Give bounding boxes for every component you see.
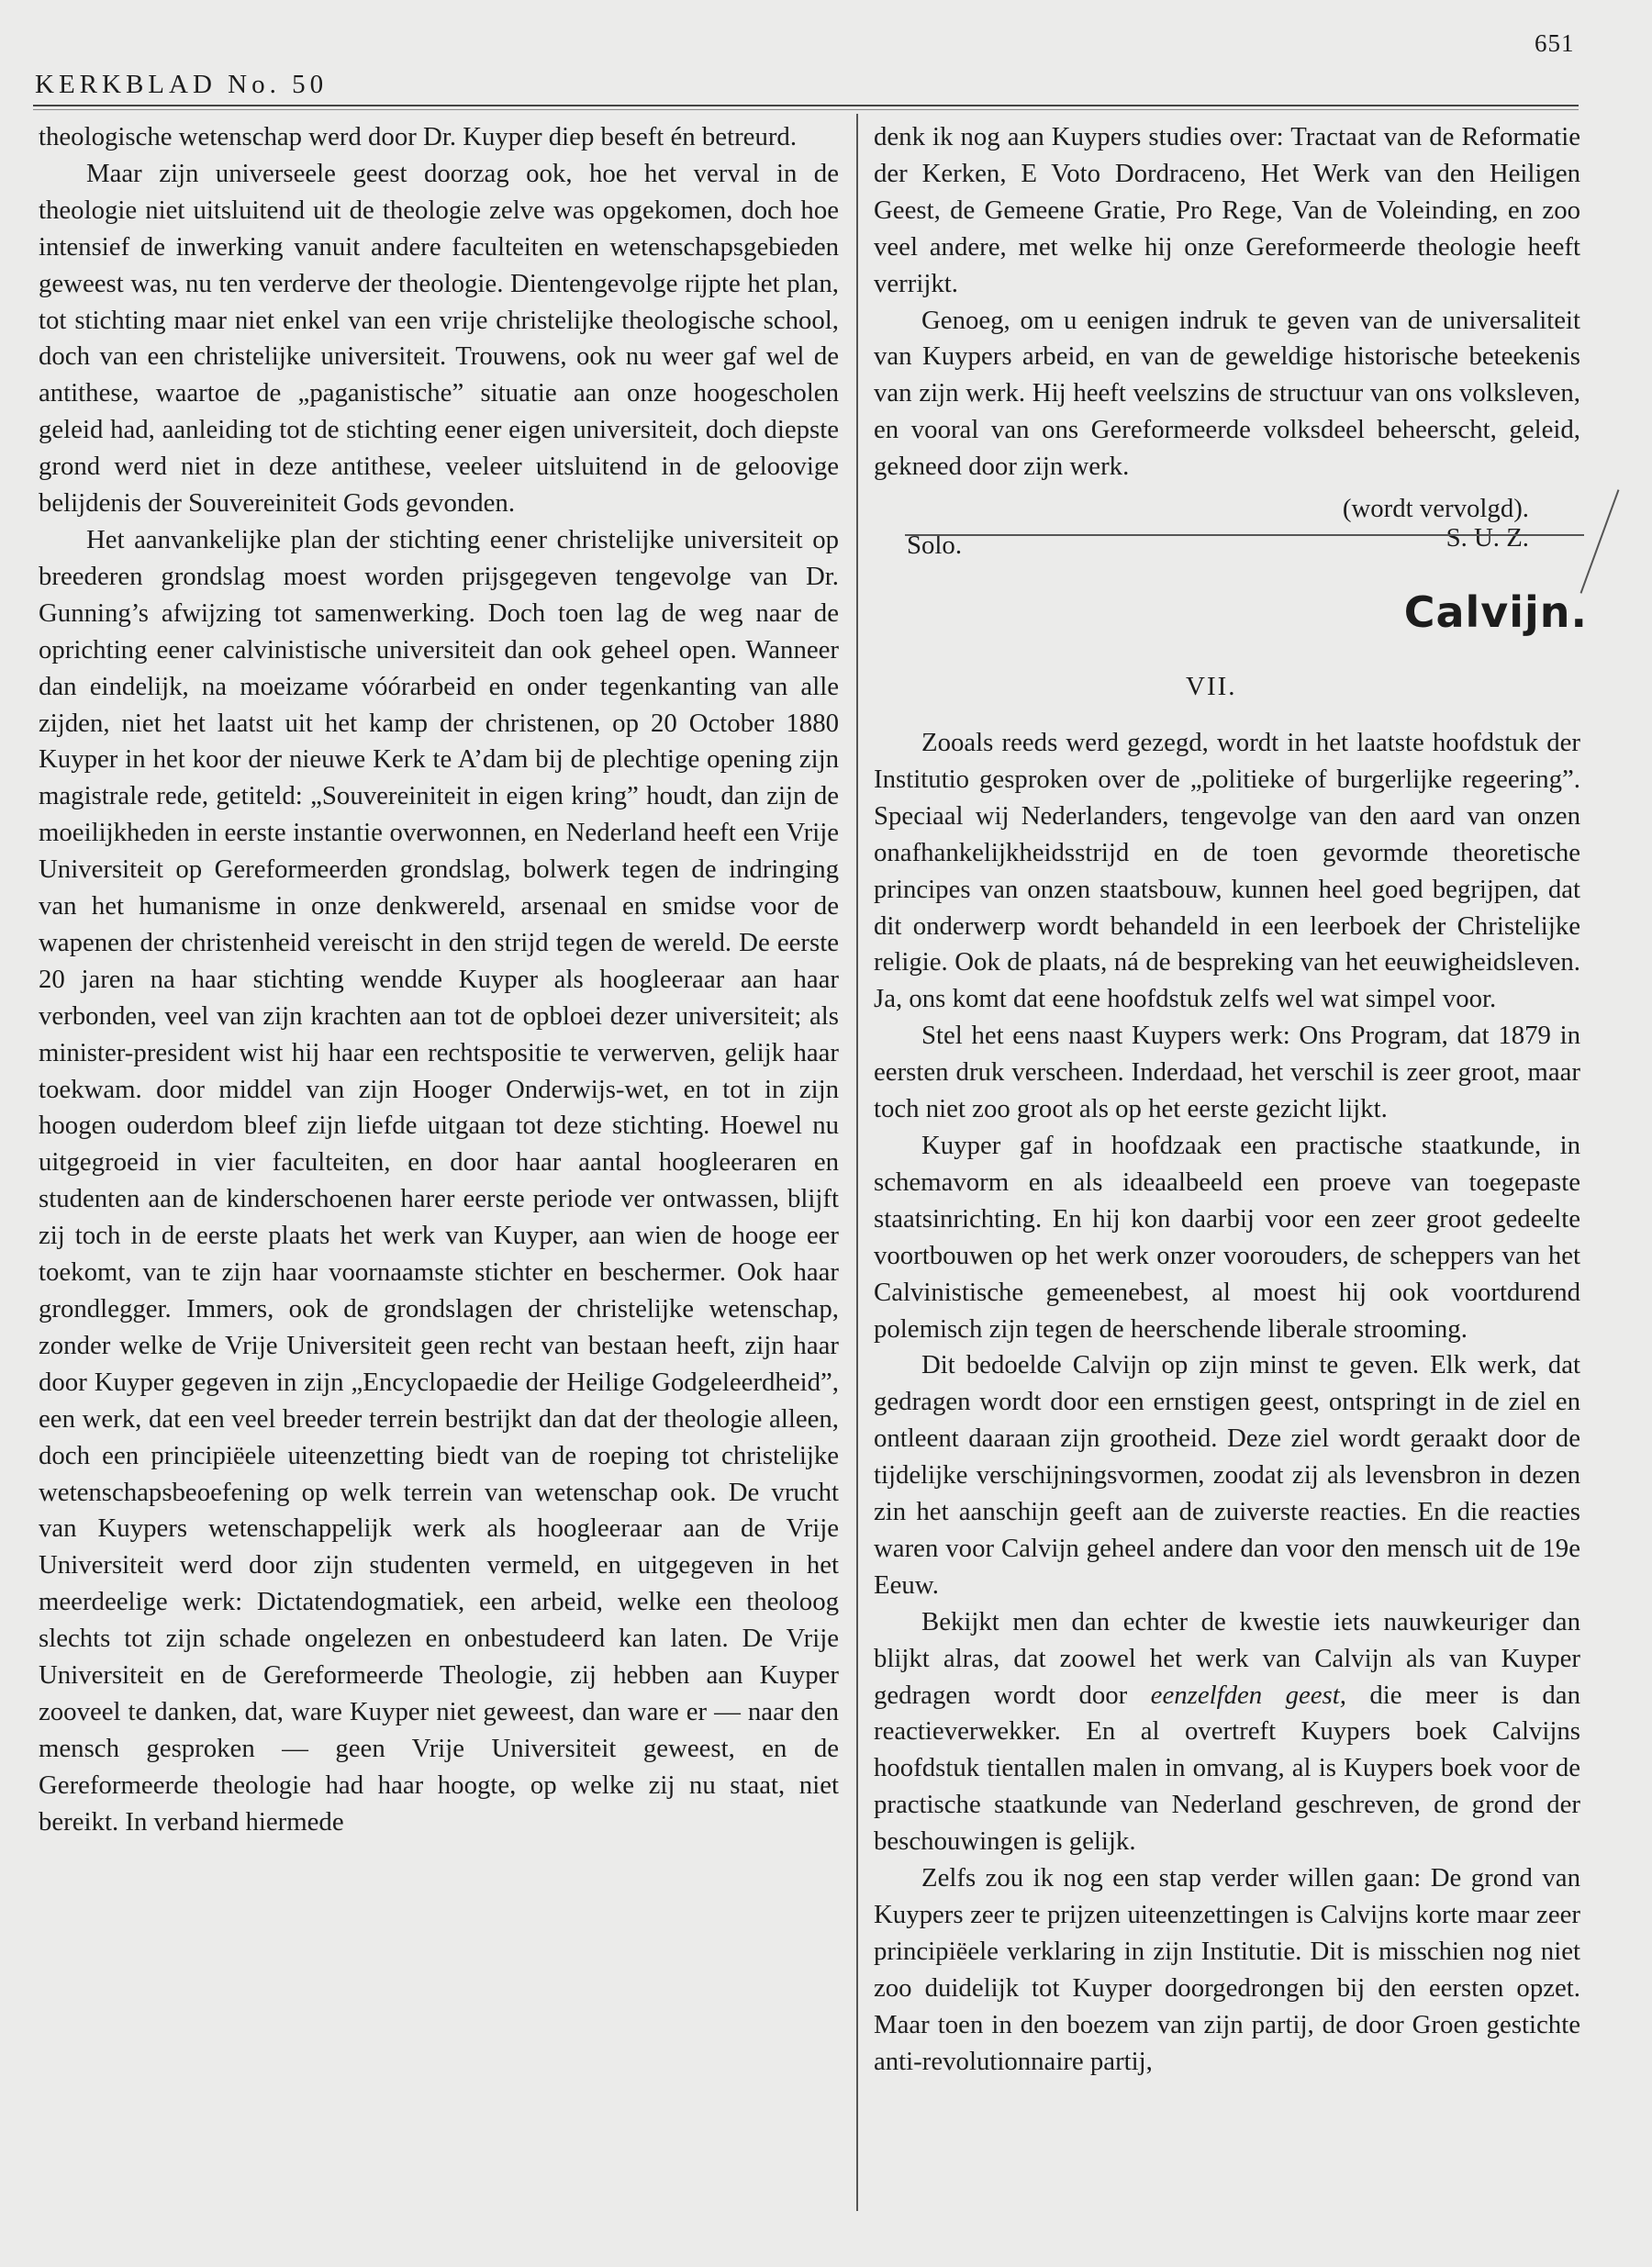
header-rule (33, 105, 1579, 106)
paragraph: Dit bedoelde Calvijn op zijn minst te geven. Elk werk, dat gedragen wordt door een ernstigen geest, ontspringt in de ziel en ontleent daaraan zijn grootheid. Deze ziel wordt geraakt door de tijdelijke verschijningsvormen, zoodat zij als levensbron in dezen zin het aanschijn geeft aan de zuiverste reacties. En die reacties waren voor Calvijn geheel andere dan voor den mensch uit de 19e Eeuw. (874, 1350, 1580, 1600)
article-title: Calvijn. (1403, 587, 1588, 637)
signature-initials: S. U. Z. (1446, 523, 1529, 553)
page-number: 651 (1535, 29, 1575, 57)
paragraph: Zelfs zou ik nog een stap verder willen gaan: De grond van Kuypers zeer te prijzen uiteenzettingen is Calvijns korte maar zeer principiëele verklaring in zijn Institutie. Dit is misschien nog niet zoo duidelijk tot Kuyper doorgedrongen bij den eersten opzet. Maar toen in den boezem van zijn partij, de door Groen gestichte anti-revolutionnaire partij, (874, 1863, 1580, 2076)
signature-place: Solo. (907, 530, 963, 561)
scan-mark (1580, 489, 1620, 593)
paragraph: Stel het eens naast Kuypers werk: Ons Program, dat 1879 in eersten druk verscheen. Inderdaad, het verschil is zeer groot, maar toch niet zoo groot als op het eerste gezicht lijkt. (874, 1021, 1580, 1124)
paragraph: Zooals reeds werd gezegd, wordt in het laatste hoofdstuk der Institutio gesproken over de „politieke of burgerlijke regeering”. Speciaal wij Nederlanders, tengevolge van den aard van onzen onafhankelijkheidsstrijd en de toen gevormde theoretische principes van onzen staatsbouw, kunnen heel goed begrijpen, dat dit onderwerp wordt behandeld in een leerboek der Christelijke religie. Ook de plaats, ná de bespreking van het eeuwigheidsleven. Ja, ons komt dat eene hoofdstuk zelfs wel wat simpel voor. (874, 728, 1580, 1014)
paragraph: Kuyper gaf in hoofdzaak een practische staatkunde, in schemavorm en als ideaalbeeld een proeve van toegepaste staatsinrichting. En hij kon daarbij voor een zeer groot gedeelte voortbouwen op het werk onzer voorouders, de scheppers van het Calvinistische gemeenebest, al moest hij ook voortdurend polemisch zijn tegen de heerschende liberale strooming. (874, 1130, 1580, 1344)
paragraph: Genoeg, om u eenigen indruk te geven van de universaliteit van Kuypers arbeid, en van de geweldige historische beteekenis van zijn werk. Hij heeft veelszins de structuur van ons volksleven, en vooral van ons Gereformeerde volksdeel beheerscht, geleid, gekneed door zijn werk. (874, 305, 1580, 482)
paragraph (874, 1604, 1580, 1860)
signature-block (874, 491, 1580, 564)
paragraph: theologische wetenschap werd door Dr. Kuyper diep beseft én betreurd. (39, 122, 798, 151)
right-column-bottom (874, 725, 1580, 2081)
emphasis-text: eenzelfden geest, (1150, 1680, 1346, 1710)
paragraph: Maar zijn universeele geest doorzag ook, hoe het verval in de theologie niet uitsluitend uit de theologie zelve was opgekomen, doch hoe intensief de inwerking vanuit andere faculteiten en wetenschapsgebieden geweest was, nu ten verderve der theologie. Dientengevolge rijpte het plan, tot stichting maar niet enkel van een vrije christelijke theologische school, doch van een christelijke universiteit. Trouwens, ook nu weer gaf wel de antithese, waartoe de „paganistische” situatie aan onze hoogescholen geleid had, aanleiding tot de stichting eener eigen universiteit, doch diepste grond werd niet in deze antithese, veeleer uitsluitend in de geloovige belijdenis der Souvereiniteit Gods gevonden. (39, 158, 839, 519)
paragraph-text: die meer is dan reactieverwekker. En al overtreft Kuypers boek Calvijns hoofdstuk tientallen malen in omvang, al is Kuypers boek voor de practische staatkunde van Nederland geschreven, de grond der beschouwingen is gelijk. (874, 1680, 1580, 1857)
left-column (39, 119, 839, 1841)
to-be-continued: (wordt vervolgd). (1342, 494, 1529, 524)
running-head: KERKBLAD No. 50 (35, 70, 329, 99)
paragraph: denk ik nog aan Kuypers studies over: Tractaat van de Reformatie der Kerken, E Voto Dordraceno, Het Werk van den Heiligen Geest, de Gemeene Gratie, Pro Rege, Van de Voleinding, en zoo veel andere, met welke hij onze Gereformeerde theologie heeft verrijkt. (874, 122, 1580, 298)
column-divider (856, 114, 858, 2211)
header-rule-thin (33, 109, 1579, 110)
paragraph-text: Bekijkt men dan echter de kwestie iets nauwkeuriger dan blijkt alras, dat zoowel het werk van Calvijn als van Kuyper gedragen wordt door (874, 1606, 1580, 1710)
article-number: VII. (1186, 672, 1237, 701)
article-separator-rule (905, 534, 1584, 536)
paragraph: Het aanvankelijke plan der stichting eener christelijke universiteit op breederen grondslag moest worden prijsgegeven tengevolge van Dr. Gunning’s afwijzing tot samenwerking. Doch toen lag de weg naar de oprichting eener calvinistische universiteit dan ook geheel open. Wanneer dan eindelijk, na moeizame vóórarbeid en onder tegenkanting van alle zijden, niet het laatst uit het kamp der christenen, op 20 October 1880 Kuyper in het koor der nieuwe Kerk te A’dam bij de plechtige opening zijn magistrale rede, getiteld: „Souvereiniteit in eigen kring” houdt, dan zijn de moeilijkheden in eerste instantie overwonnen, en Nederland heeft een Vrije Universiteit op Gereformeerden grondslag, bolwerk tegen de indringing van het humanisme in onze denkwereld, arsenaal en smidse voor de wapenen der christenheid vereischt in den strijd tegen de wereld. De eerste 20 jaren na haar stichting wendde Kuyper als hoogleeraar aan haar verbonden, veel van zijn krachten aan tot de opbloei dezer universiteit; als minister-president wist hij haar een rechtspositie te verwerven, gelijk haar toekwam. door middel van zijn Hooger Onderwijs-wet, en tot in zijn hoogen ouderdom bleef zijn liefde uitgaan tot deze stichting. Hoewel nu uitgegroeid in vier faculteiten, en door haar aantal hoogleeraren en studenten aan de kinderschoenen harer eerste periode ver ontwassen, blijft zij toch in de eerste plaats het werk van Kuyper, aan wien de hooge eer toekomt, van te zijn haar voornaamste stichter en beschermer. Ook haar grondlegger. Immers, ook de grondslagen der christelijke wetenschap, zonder welke de Vrije Universiteit geen recht van bestaan heeft, zijn haar door Kuyper gegeven in zijn „Encyclopaedie der Heilige Godgeleerdheid”, een werk, dat een veel breeder terrein bestrijkt dan dat der theologie alleen, doch een principiëele uiteenzetting biedt van de roeping tot christelijke wetenschapsbeoefening op welk terrein van wetenschap ook. De vrucht van Kuypers wetenschappelijk werk als hoogleeraar aan de Vrije Universiteit werd door zijn studenten vermeld, en uitgegeven in het meerdeelige werk: Dictatendogmatiek, een arbeid, welke een theoloog slechts tot zijn schade ongelezen en onbestudeerd kan laten. De Vrije Universiteit en de Gereformeerde Theologie, zij hebben aan Kuyper zooveel te danken, dat, ware Kuyper niet geweest, dan ware er — naar den mensch gesproken — geen Vrije Universiteit geweest, en de Gereformeerde theologie had haar hoogte, op welke zij nu staat, niet bereikt. In verband hiermede (39, 524, 839, 1837)
right-column-top (874, 119, 1580, 564)
